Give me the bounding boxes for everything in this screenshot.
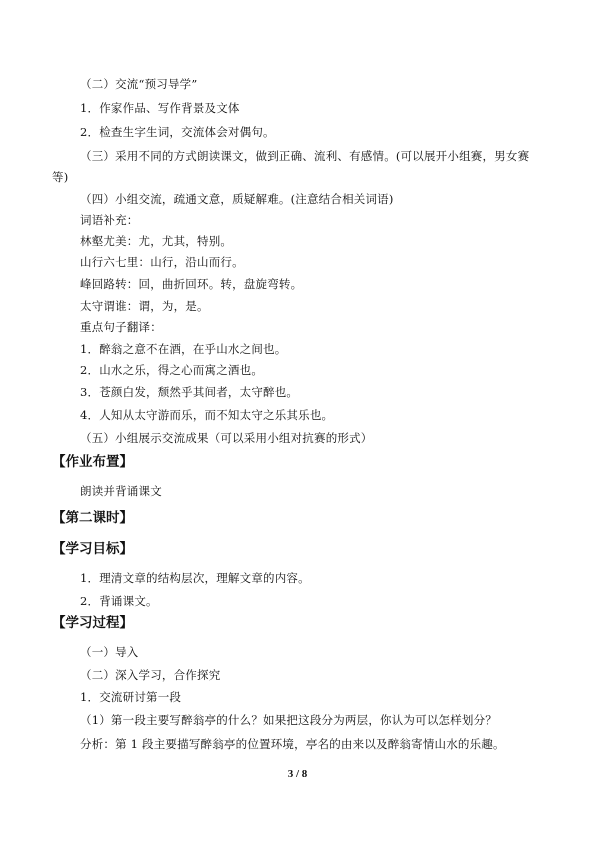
text-line: 2．检查生字生词，交流体会对偶句。 bbox=[80, 125, 275, 139]
text-line: 等) bbox=[52, 170, 69, 184]
text-line: （五）小组展示交流成果（可以采用小组对抗赛的形式） bbox=[80, 431, 373, 445]
text-line: 林壑尤美：尤，尤其，特别。 bbox=[80, 234, 233, 248]
text-line: 1．理清文章的结构层次，理解文章的内容。 bbox=[80, 571, 310, 585]
text-line: 重点句子翻译： bbox=[80, 320, 162, 334]
page-number: 3 / 8 bbox=[287, 768, 308, 780]
text-line: （三）采用不同的方式朗读课文，做到正确、流利、有感情。(可以展开小组赛，男女赛 bbox=[80, 149, 530, 163]
text-line: 2．山水之乐，得之心而寓之酒也。 bbox=[80, 363, 264, 377]
text-line: 2．背诵课文。 bbox=[80, 594, 158, 608]
text-line: （二）深入学习，合作探究 bbox=[80, 668, 221, 682]
section-heading-objectives: 【学习目标】 bbox=[52, 541, 133, 557]
text-line: 词语补充： bbox=[80, 213, 139, 227]
text-line: （一）导入 bbox=[80, 645, 139, 659]
text-line: 3．苍颜白发，颓然乎其间者，太守醉也。 bbox=[80, 385, 299, 399]
text-line: 分析：第 1 段主要描写醉翁亭的位置环境，亭名的由来以及醉翁寄情山水的乐趣。 bbox=[80, 737, 505, 751]
text-line: 太守谓谁：谓，为，是。 bbox=[80, 299, 209, 313]
section-heading-homework: 【作业布置】 bbox=[52, 454, 133, 470]
text-line: （四）小组交流，疏通文意，质疑解难。(注意结合相关词语) bbox=[80, 192, 394, 206]
text-line: （二）交流“预习导学” bbox=[80, 77, 198, 91]
text-line: 山行六七里：山行，沿山而行。 bbox=[80, 255, 244, 269]
text-line: 1．醉翁之意不在酒，在乎山水之间也。 bbox=[80, 342, 287, 356]
text-line: 朗读并背诵课文 bbox=[80, 484, 162, 498]
section-heading-second-lesson: 【第二课时】 bbox=[52, 510, 133, 526]
text-line: 1．交流研讨第一段 bbox=[80, 690, 182, 704]
text-line: 峰回路转：回，曲折回环。转，盘旋弯转。 bbox=[80, 277, 303, 291]
section-heading-process: 【学习过程】 bbox=[52, 615, 133, 631]
text-line: 4．人知从太守游而乐，而不知太守之乐其乐也。 bbox=[80, 408, 334, 422]
text-line: （1）第一段主要写醉翁亭的什么？如果把这段分为两层，你认为可以怎样划分？ bbox=[80, 713, 498, 727]
text-line: 1．作家作品、写作背景及文体 bbox=[80, 101, 240, 115]
